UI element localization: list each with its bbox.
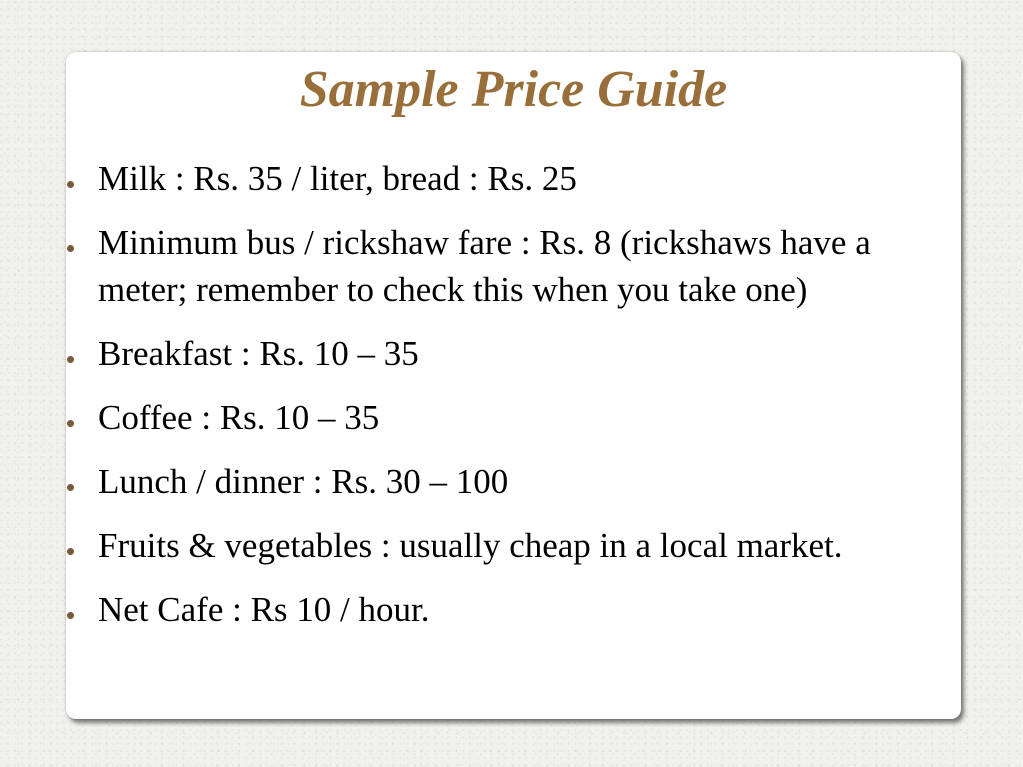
bullet-dot-icon [67,356,74,363]
bullet-item-fruits-vegetables [66,522,916,569]
slide-title: Sample Price Guide [299,61,728,118]
bullet-dot-icon [67,245,74,252]
bullet-item-net-cafe [66,586,916,633]
bullet-item-fare [66,219,916,313]
bullet-text: Milk : Rs. 35 / liter, bread : Rs. 25 [98,159,577,198]
bullet-item-lunch-dinner [66,458,916,505]
bullet-item-breakfast [66,330,916,377]
bullet-dot-icon [67,612,74,619]
bullet-text: Coffee : Rs. 10 – 35 [98,398,380,437]
bullet-dot-icon [67,181,74,188]
bullet-item-milk [66,155,916,202]
bullet-dot-icon [67,548,74,555]
bullet-dot-icon [67,420,74,427]
bullet-text: Net Cafe : Rs 10 / hour. [98,590,430,629]
bullet-list [66,155,916,650]
bullet-text: Breakfast : Rs. 10 – 35 [98,334,419,373]
bullet-text: Lunch / dinner : Rs. 30 – 100 [98,462,509,501]
bullet-item-coffee [66,394,916,441]
bullet-text: Fruits & vegetables : usually cheap in a local market. [98,526,843,565]
bullet-text: Minimum bus / rickshaw fare : Rs. 8 (rickshaws have a meter; remember to check this when you take one) [98,223,871,309]
bullet-dot-icon [67,484,74,491]
